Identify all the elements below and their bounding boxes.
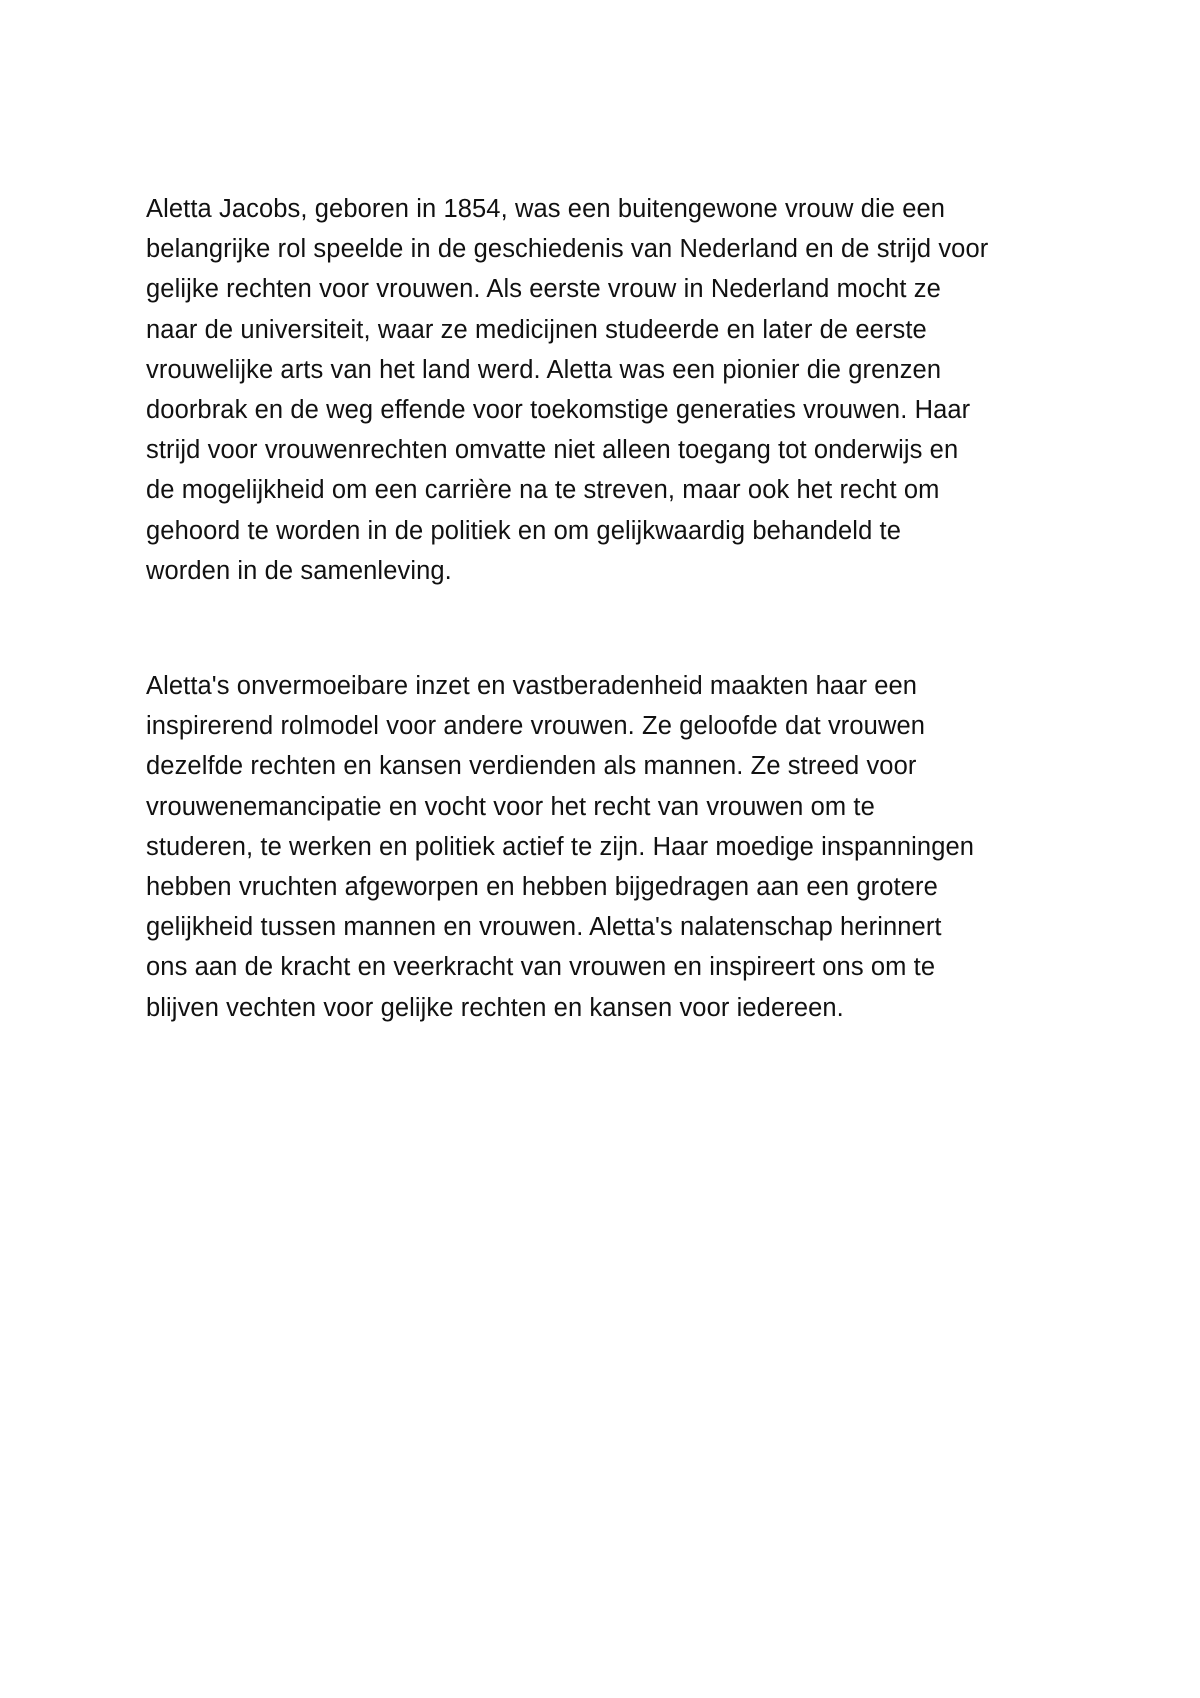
text-line: Aletta Jacobs, geboren in 1854, was een buitengewone vrouw die een [146,195,946,223]
text-line: gelijke rechten voor vrouwen. Als eerste vrouw in Nederland mocht ze [146,275,941,304]
text-line: belangrijke rol speelde in de geschiedenis van Nederland en de strijd voor [146,235,989,264]
text-line: worden in de samenleving. [146,556,452,585]
text-line: hebben vruchten afgeworpen en hebben bijgedragen aan een grotere [146,873,938,902]
text-line: Aletta's onvermoeibare inzet en vastberadenheid maakten haar een [146,672,918,700]
text-line: vrouwelijke arts van het land werd. Aletta was een pionier die grenzen [146,355,942,384]
text-line: doorbrak en de weg effende voor toekomstige generaties vrouwen. Haar [146,396,971,425]
text-line: naar de universiteit, waar ze medicijnen studeerde en later de eerste [146,315,927,344]
text-line: de mogelijkheid om een carrière na te streven, maar ook het recht om [146,476,940,505]
text-line: gelijkheid tussen mannen en vrouwen. Aletta's nalatenschap herinnert [146,913,942,942]
paragraph-1 [146,189,1066,591]
text-line: strijd voor vrouwenrechten omvatte niet alleen toegang tot onderwijs en [146,436,959,465]
text-line: ons aan de kracht en veerkracht van vrouwen en inspireert ons om te [146,953,936,982]
text-line: gehoord te worden in de politiek en om gelijkwaardig behandeld te [146,516,902,545]
paragraph-2 [146,666,1066,1028]
text-line: dezelfde rechten en kansen verdienden als mannen. Ze streed voor [146,752,917,781]
text-line: blijven vechten voor gelijke rechten en kansen voor iedereen. [146,993,844,1022]
text-line: vrouwenemancipatie en vocht voor het recht van vrouwen om te [146,792,875,821]
text-line: studeren, te werken en politiek actief te zijn. Haar moedige inspanningen [146,832,975,861]
text-line: inspirerend rolmodel voor andere vrouwen. Ze geloofde dat vrouwen [146,712,926,741]
